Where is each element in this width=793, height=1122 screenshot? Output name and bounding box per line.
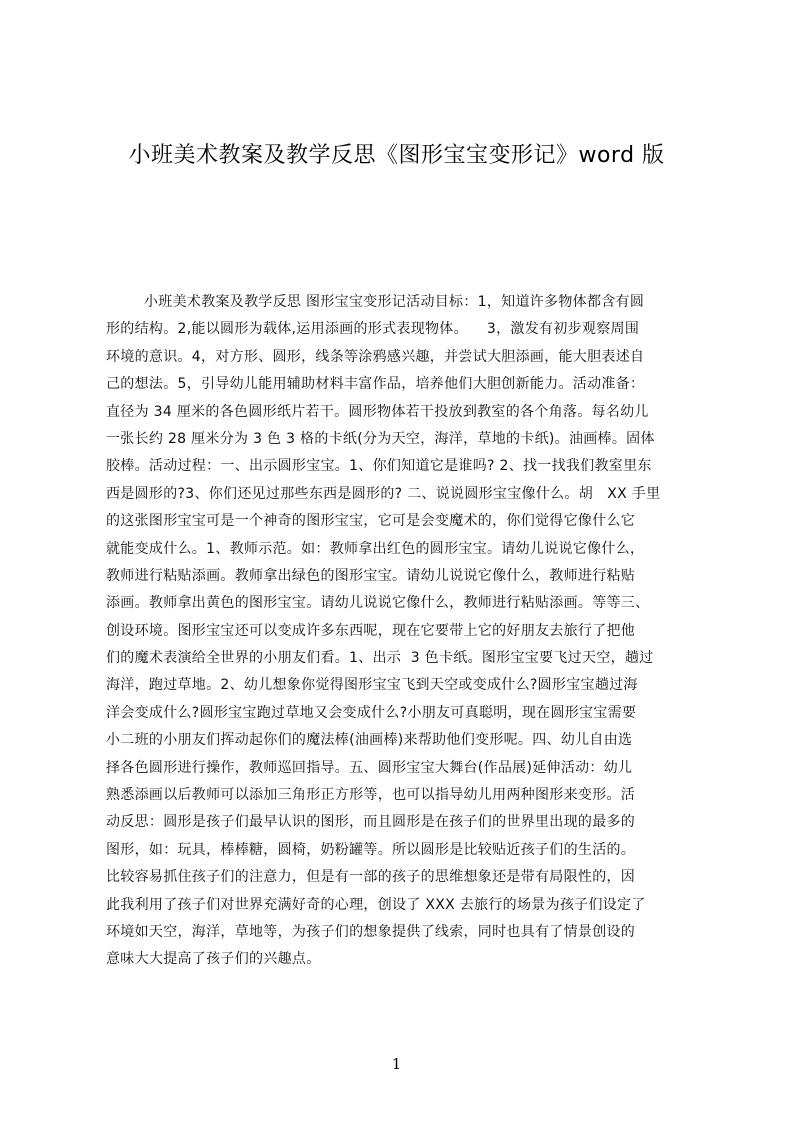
body-line: 小二班的小朋友们挥动起你们的魔法棒(油画棒)来帮助他们变形呢。四、幼儿自由选 [106,732,633,749]
body-line: 动反思：圆形是孩子们最早认识的图形，而且圆形是在孩子们的世界里出现的最多的 [106,814,636,831]
body-line: 们的魔术表演给全世界的小朋友们看。1、出示 3 色卡纸。图形宝宝要飞过天空，趟过 [106,650,654,667]
body-line: 图形，如：玩具，棒棒糖，圆椅，奶粉罐等。所以圆形是比较贴近孩子们的生活的。 [106,841,636,858]
document-title: 小班美术教案及教学反思《图形宝宝变形记》word 版 [128,143,665,168]
body-line: 创设环境。图形宝宝还可以变成许多东西呢，现在它要带上它的好朋友去旅行了把他 [106,622,636,639]
body-line: 胶棒。活动过程：一、出示圆形宝宝。1、你们知道它是谁吗? 2、找一找我们教室里东 [106,458,652,475]
body-line: 己的想法。5，引导幼儿能用辅助材料丰富作品，培养他们大胆创新能力。活动准备： [106,376,645,393]
document-body [106,289,698,968]
body-line: 海洋，跑过草地。2、幼儿想象你觉得图形宝宝飞到天空或变成什么?圆形宝宝趟过海 [106,677,638,694]
body-line: 添画。教师拿出黄色的图形宝宝。请幼儿说说它像什么，教师进行粘贴添画。等等三、 [106,595,650,612]
body-line: 择各色圆形进行操作，教师巡回指导。五、圆形宝宝大舞台(作品展)延伸活动：幼儿 [106,759,633,776]
body-line: 熟悉添画以后教师可以添加三角形正方形等，也可以指导幼儿用两种图形来变形。活 [106,787,636,804]
body-line: 意味大大提高了孩子们的兴趣点。 [106,951,321,968]
body-line: 西是圆形的?3、你们还见过那些东西是圆形的? 二、说说圆形宝宝像什么。胡 XX 手里 [106,485,661,502]
page-number: 1 [391,1055,402,1073]
body-line: 此我利用了孩子们对世界充满好奇的心理，创设了 XXX 去旅行的场景为孩子们设定了 [106,896,646,913]
body-line: 形的结构。2,能以圆形为载体,运用添画的形式表现物体。 3，激发有初步观察周围 [106,321,640,338]
body-line: 一张长约 28 厘米分为 3 色 3 格的卡纸(分为天空，海洋，草地的卡纸)。油画棒。固体 [106,430,655,447]
body-line: 洋会变成什么?圆形宝宝跑过草地又会变成什么?小朋友可真聪明，现在圆形宝宝需要 [106,704,637,721]
body-line: 教师进行粘贴添画。教师拿出绿色的图形宝宝。请幼儿说说它像什么，教师进行粘贴 [106,567,636,584]
body-line: 环境如天空，海洋，草地等，为孩子们的想象提供了线索，同时也具有了情景创设的 [106,923,636,940]
body-line: 就能变成什么。1、教师示范。如：教师拿出红色的圆形宝宝。请幼儿说说它像什么， [106,540,645,557]
body-line: 小班美术教案及教学反思 图形宝宝变形记活动目标：1，知道许多物体都含有圆 [106,294,645,310]
body-line: 直径为 34 厘米的各色圆形纸片若干。圆形物体若干投放到教室的各个角落。每名幼儿 [106,403,649,420]
body-line: 的这张图形宝宝可是一个神奇的图形宝宝，它可是会变魔术的，你们觉得它像什么它 [106,513,636,530]
body-line: 环境的意识。4，对方形、圆形，线条等涂鸦感兴趣，并尝试大胆添画，能大胆表述自 [106,348,645,365]
body-line: 比较容易抓住孩子们的注意力，但是有一部的孩子的思维想象还是带有局限性的，因 [106,869,636,886]
